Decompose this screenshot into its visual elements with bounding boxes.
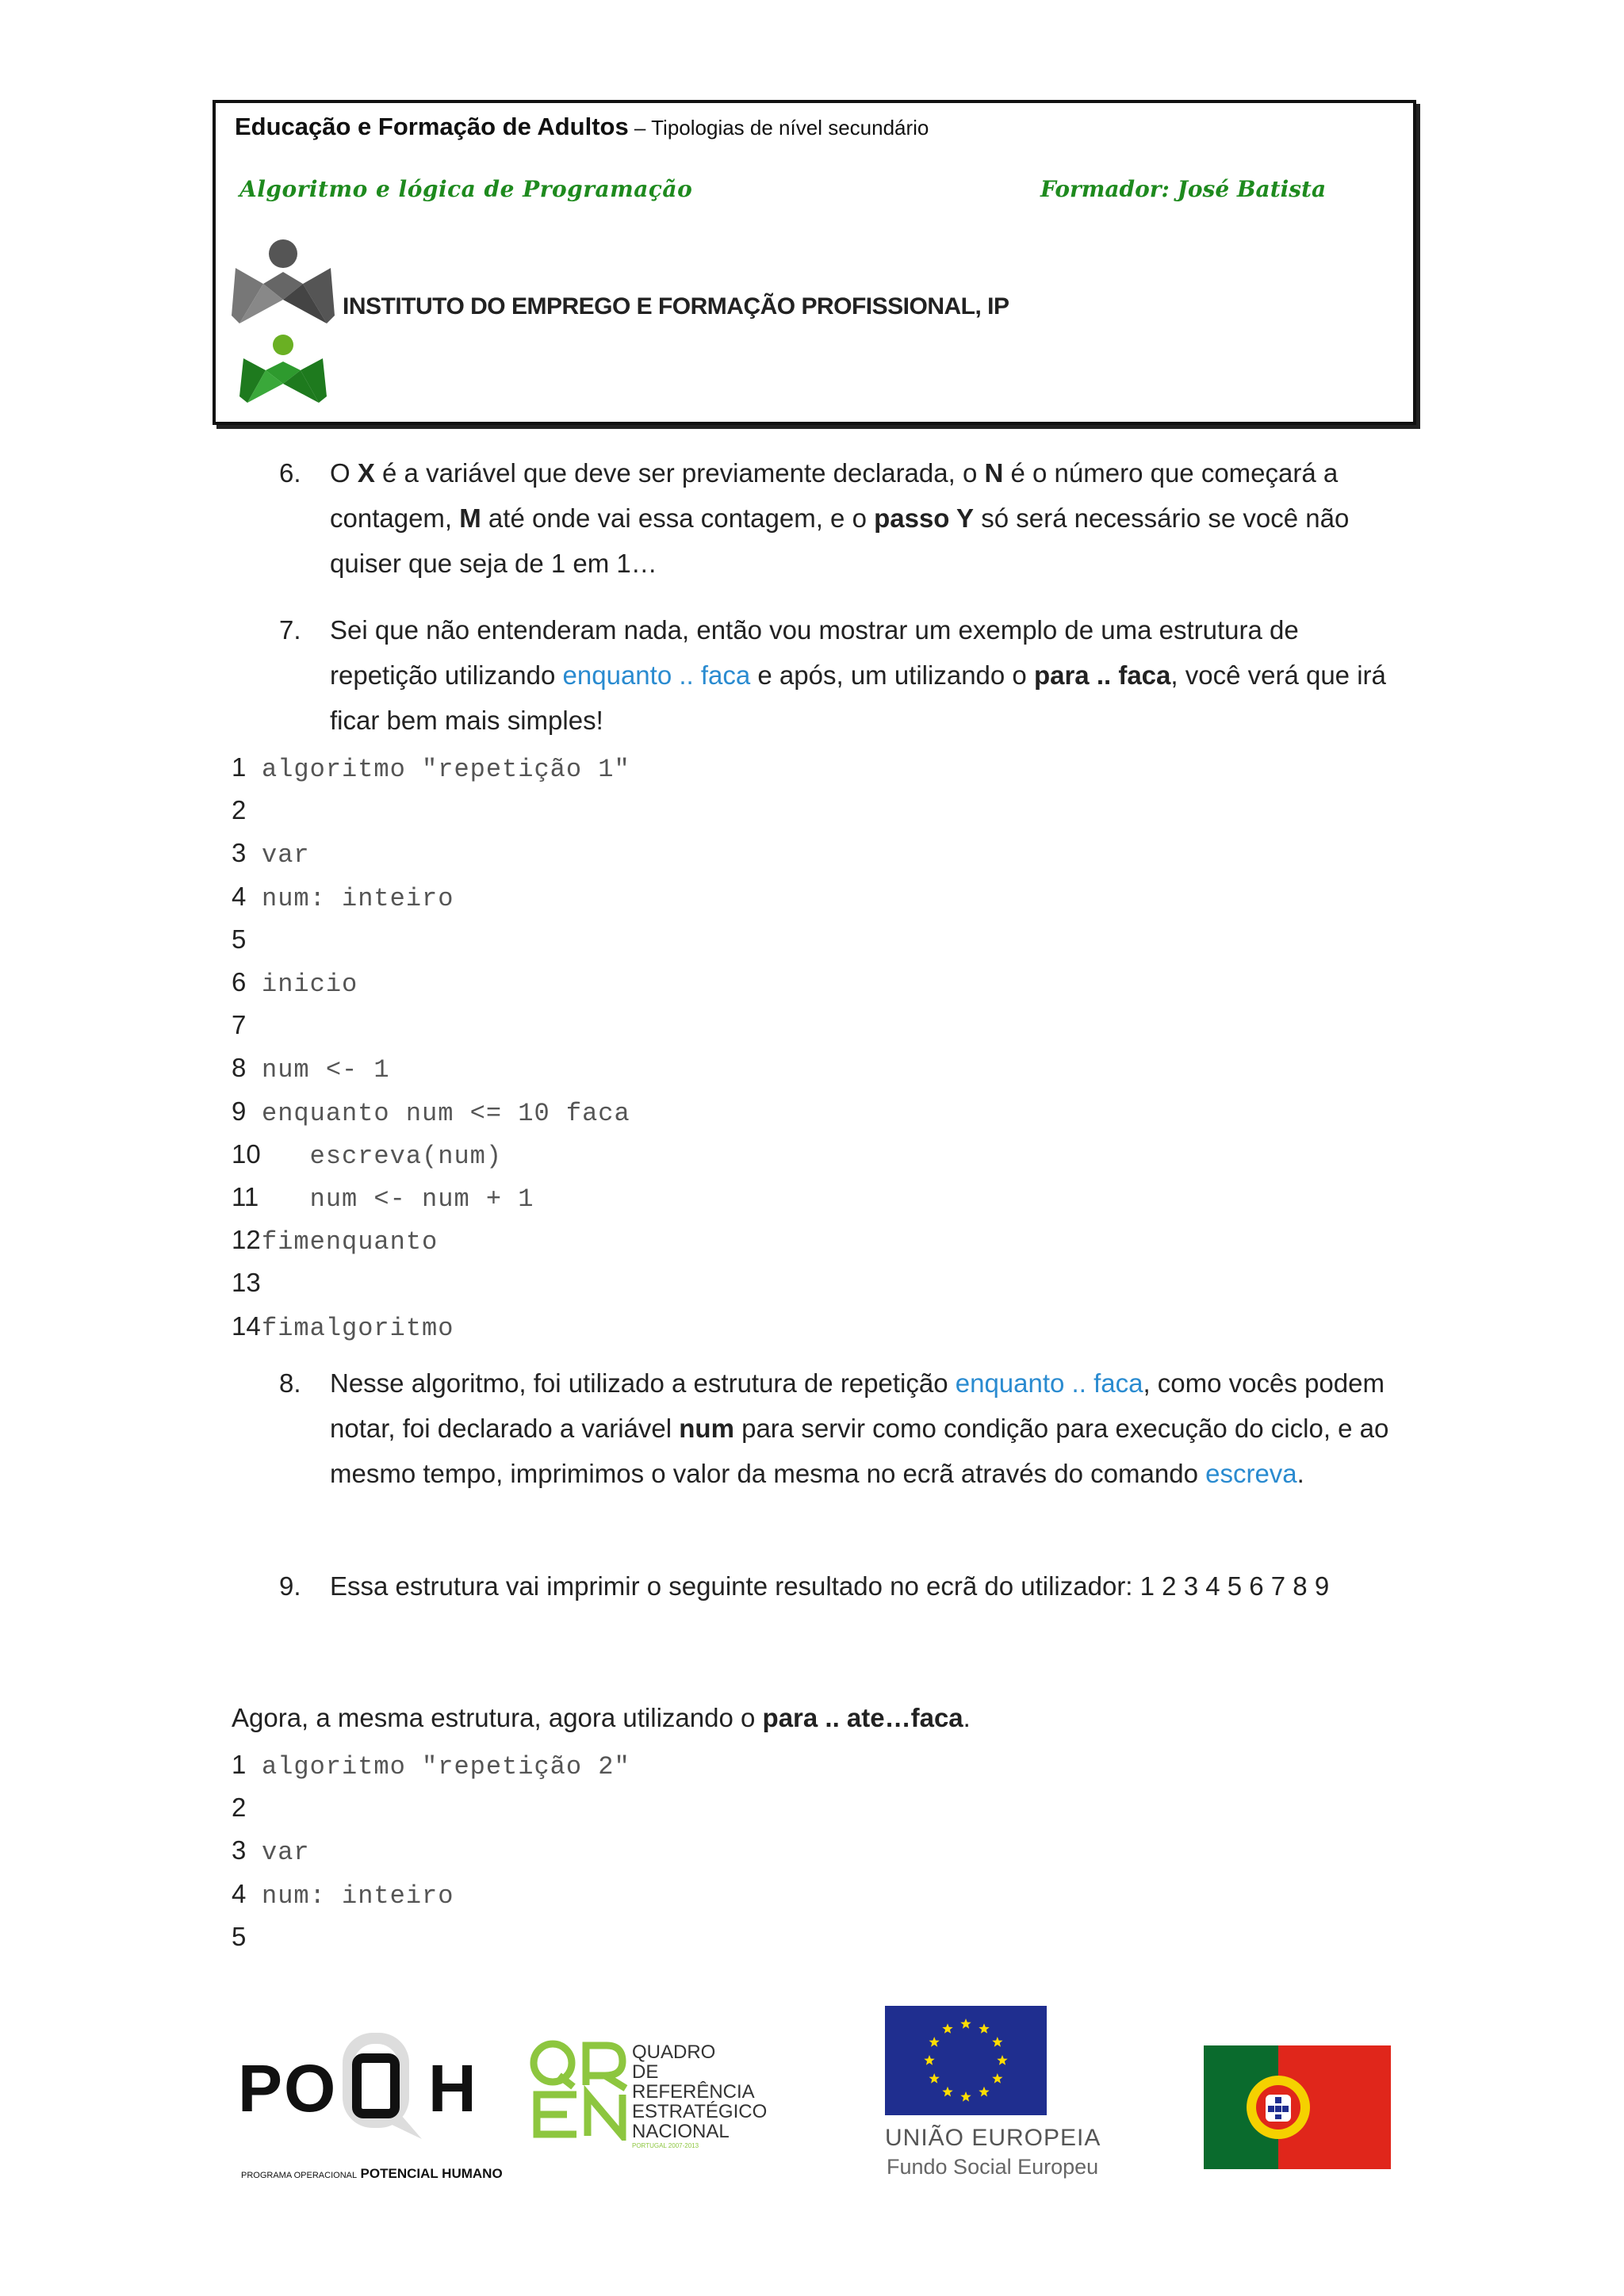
line-number: 13	[232, 1268, 261, 1298]
line-number: 7	[232, 1010, 247, 1040]
qren-text: QUADRO DE REFERÊNCIA ESTRATÉGICO NACIONAL PORTUGAL 2007-2013	[632, 2042, 768, 2149]
line-number: 10	[232, 1138, 261, 1169]
code-line	[232, 1835, 310, 1866]
code-text: algoritmo "repetição 1"	[262, 755, 630, 784]
code-line	[232, 1181, 534, 1213]
code-line	[232, 1878, 454, 1910]
header-title: Educação e Formação de Adultos – Tipologias de nível secundário	[235, 113, 929, 140]
code-line	[232, 837, 310, 869]
code-line	[232, 1749, 630, 1781]
line-number: 6	[232, 967, 247, 997]
code-text: fimenquanto	[262, 1227, 439, 1257]
code-line	[232, 1138, 502, 1170]
footer-logos	[0, 2006, 1624, 2212]
line-number: 8	[232, 1053, 247, 1083]
eu-title: UNIÃO EUROPEIA	[885, 2125, 1101, 2151]
line-number: 9	[232, 1096, 247, 1126]
code-text: num <- 1	[262, 1055, 390, 1085]
code-text: num: inteiro	[262, 883, 454, 913]
line-number: 4	[232, 881, 247, 911]
code-line	[232, 1224, 438, 1256]
code-line	[232, 1792, 262, 1823]
code-line	[232, 924, 262, 955]
line-number: 12	[232, 1225, 261, 1255]
code-text: inicio	[262, 970, 358, 999]
item-number: 6.	[279, 458, 301, 488]
line-number: 4	[232, 1878, 247, 1908]
code-text: fimalgoritmo	[262, 1313, 454, 1343]
eu-flag-icon	[885, 2006, 1047, 2115]
code-line	[232, 1096, 630, 1127]
line-number: 2	[232, 795, 247, 825]
code-line	[232, 1921, 262, 1953]
code-line	[232, 966, 358, 998]
code-line	[232, 1267, 262, 1299]
code-line	[232, 881, 454, 913]
item-number: 7.	[279, 615, 301, 645]
code-line	[232, 1052, 390, 1084]
keyword-link: escreva	[1205, 1459, 1297, 1488]
intro-paragraph: Agora, a mesma estrutura, agora utilizando o para .. ate…faca.	[232, 1703, 971, 1732]
line-number: 3	[232, 838, 247, 868]
line-number: 5	[232, 1921, 247, 1951]
qren-logo	[527, 2038, 781, 2156]
iefp-logo-icon	[232, 236, 335, 331]
item-text: Nesse algoritmo, foi utilizado a estrutura de repetição enquanto .. faca, como vocês podem notar, foi declarado a variável num para servir como condição para execução do ciclo, e ao mesmo tempo, imprimimos o valor da mesma no ecrã através do comando escreva.	[330, 1368, 1389, 1488]
item-number: 9.	[279, 1571, 301, 1601]
document-header	[213, 100, 1416, 425]
eu-subtitle: Fundo Social Europeu	[887, 2155, 1099, 2179]
line-number: 14	[232, 1311, 261, 1341]
code-text: enquanto num <= 10 faca	[262, 1098, 630, 1128]
line-number: 1	[232, 752, 247, 782]
code-text: var	[262, 1838, 310, 1868]
keyword-link: enquanto .. faca	[955, 1368, 1143, 1398]
code-text: num: inteiro	[262, 1881, 454, 1911]
trainer-name: Formador: José Batista	[1040, 176, 1327, 202]
code-line	[232, 794, 262, 826]
line-number: 5	[232, 924, 247, 954]
line-number: 2	[232, 1793, 247, 1823]
institute-name: INSTITUTO DO EMPREGO E FORMAÇÃO PROFISSIONAL, IP	[343, 293, 1009, 320]
line-number: 1	[232, 1750, 247, 1779]
code-line	[232, 1009, 262, 1041]
course-name: Algoritmo e lógica de Programação	[239, 176, 693, 202]
poph-letters: PO	[238, 2051, 338, 2126]
item-number: 8.	[279, 1368, 301, 1398]
item-text: Sei que não entenderam nada, então vou mostrar um exemplo de uma estrutura de repetição utilizando enquanto .. faca e após, um utilizando o para .. faca, você verá que irá ficar bem mais simples!	[330, 615, 1386, 735]
code-text: escreva(num)	[262, 1141, 503, 1171]
code-text: num <- num + 1	[262, 1184, 534, 1214]
poph-letter-h: H	[428, 2051, 477, 2126]
eu-logo	[880, 2006, 1118, 2180]
poph-logo	[238, 2022, 508, 2180]
item-text: O X é a variável que deve ser previamente declarada, o N é o número que começará a contagem, M até onde vai essa contagem, e o passo Y só será necessário se você não quiser que seja de 1 em 1…	[330, 458, 1350, 578]
iefp-small-logo-icon	[239, 333, 327, 408]
item-text: Essa estrutura vai imprimir o seguinte resultado no ecrã do utilizador: 1 2 3 4 5 6 7 8 9	[330, 1571, 1330, 1601]
code-text: var	[262, 840, 310, 871]
portugal-flag-icon	[1204, 2045, 1391, 2169]
code-line	[232, 752, 630, 783]
poph-subtitle: PROGRAMA OPERACIONAL POTENCIAL HUMANO	[241, 2166, 503, 2181]
line-number: 3	[232, 1835, 247, 1866]
code-text: algoritmo "repetição 2"	[262, 1752, 630, 1781]
line-number: 11	[232, 1182, 259, 1211]
code-line	[232, 1311, 454, 1342]
keyword-link: enquanto .. faca	[562, 660, 751, 690]
qren-logo-icon	[527, 2038, 630, 2141]
